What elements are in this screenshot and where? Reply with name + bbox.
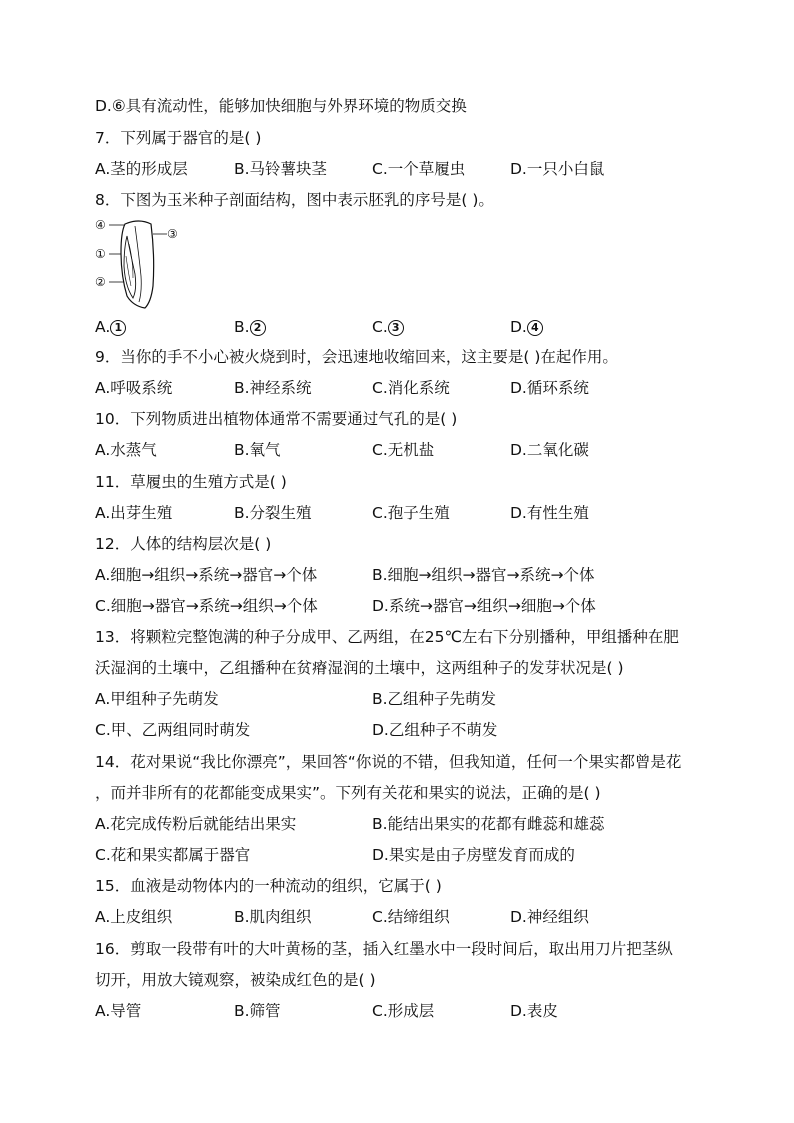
q7-option-b: B.马铃薯块茎: [234, 160, 328, 178]
q12-option-a: A.细胞→组织→系统→器官→个体: [95, 566, 318, 584]
q10-option-b: B.氧气: [234, 441, 281, 459]
q7-stem: 7．下列属于器官的是( ): [95, 129, 262, 147]
q15-option-c: C.结缔组织: [372, 908, 450, 926]
figure-label-3: ③: [167, 227, 178, 241]
q11-stem: 11．草履虫的生殖方式是( ): [95, 473, 287, 491]
corn-seed-figure: [95, 216, 195, 316]
q12-option-c: C.细胞→器官→系统→组织→个体: [95, 597, 318, 615]
q14-option-d: D.果实是由子房壁发育而成的: [372, 846, 575, 864]
q8-option-a: [95, 316, 126, 338]
q13-option-a: A.甲组种子先萌发: [95, 690, 219, 708]
q13-option-c: C.甲、乙两组同时萌发: [95, 721, 251, 739]
q8-option-d: [510, 316, 543, 338]
q8-option-b-letter: B.: [234, 318, 250, 336]
q8-option-c-letter: C.: [372, 318, 388, 336]
q11-option-a: A.出芽生殖: [95, 504, 173, 522]
q7-option-a: A.茎的形成层: [95, 160, 188, 178]
q10-option-a: A.水蒸气: [95, 441, 157, 459]
q10-stem: 10．下列物质进出植物体通常不需要通过气孔的是( ): [95, 410, 458, 428]
q14-option-c: C.花和果实都属于器官: [95, 846, 251, 864]
circled-3-icon: 3: [388, 320, 404, 336]
q13-option-d: D.乙组种子不萌发: [372, 721, 498, 739]
q16-stem-line1: 16．剪取一段带有叶的大叶黄杨的茎，插入红墨水中一段时间后，取出用刀片把茎纵: [95, 940, 673, 958]
q14-option-a: A.花完成传粉后就能结出果实: [95, 815, 297, 833]
circled-1-icon: 1: [110, 320, 126, 336]
q8-stem: 8．下图为玉米种子剖面结构，图中表示胚乳的序号是( )。: [95, 191, 494, 209]
q11-option-c: C.孢子生殖: [372, 504, 450, 522]
circled-4-icon: 4: [527, 320, 543, 336]
q16-stem-line2: 切开，用放大镜观察，被染成红色的是( ): [95, 971, 376, 989]
q13-stem-line2: 沃湿润的土壤中，乙组播种在贫瘠湿润的土壤中，这两组种子的发芽状况是( ): [95, 659, 624, 677]
q15-option-b: B.肌肉组织: [234, 908, 312, 926]
q10-option-d: D.二氧化碳: [510, 441, 589, 459]
circled-2-icon: 2: [250, 320, 266, 336]
q15-option-d: D.神经组织: [510, 908, 589, 926]
q10-option-c: C.无机盐: [372, 441, 435, 459]
q9-option-d: D.循环系统: [510, 379, 589, 397]
q7-option-d: D.一只小白鼠: [510, 160, 605, 178]
q9-option-b: B.神经系统: [234, 379, 312, 397]
q12-stem: 12．人体的结构层次是( ): [95, 535, 272, 553]
q8-option-d-letter: D.: [510, 318, 527, 336]
q12-option-b: B.细胞→组织→器官→系统→个体: [372, 566, 595, 584]
q7-option-c: C.一个草履虫: [372, 160, 466, 178]
q14-stem-line2: ，而并非所有的花都能变成果实”。下列有关花和果实的说法，正确的是( ): [95, 784, 601, 802]
q15-option-a: A.上皮组织: [95, 908, 173, 926]
q13-option-b: B.乙组种子先萌发: [372, 690, 497, 708]
q9-option-a: A.呼吸系统: [95, 379, 173, 397]
figure-label-1: ①: [95, 247, 106, 261]
q8-option-a-letter: A.: [95, 318, 111, 336]
figure-label-4: ④: [95, 218, 106, 232]
q8-option-c: [372, 316, 404, 338]
q11-option-d: D.有性生殖: [510, 504, 589, 522]
q14-option-b: B.能结出果实的花都有雌蕊和雄蕊: [372, 815, 605, 833]
q16-option-a: A.导管: [95, 1002, 142, 1020]
q13-stem-line1: 13．将颗粒完整饱满的种子分成甲、乙两组，在25℃左右下分别播种，甲组播种在肥: [95, 628, 679, 646]
q12-option-d: D.系统→器官→组织→细胞→个体: [372, 597, 596, 615]
q8-option-b: [234, 316, 266, 338]
figure-label-2: ②: [95, 275, 106, 289]
q9-option-c: C.消化系统: [372, 379, 450, 397]
q16-option-c: C.形成层: [372, 1002, 435, 1020]
q16-option-d: D.表皮: [510, 1002, 558, 1020]
q14-stem-line1: 14．花对果说“我比你漂亮”，果回答“你说的不错，但我知道，任何一个果实都曾是花: [95, 753, 682, 771]
q15-stem: 15．血液是动物体内的一种流动的组织，它属于( ): [95, 877, 442, 895]
q6-option-d: D.⑥具有流动性，能够加快细胞与外界环境的物质交换: [95, 97, 467, 115]
q16-option-b: B.筛管: [234, 1002, 281, 1020]
q11-option-b: B.分裂生殖: [234, 504, 312, 522]
q9-stem: 9．当你的手不小心被火烧到时，会迅速地收缩回来，这主要是( )在起作用。: [95, 348, 618, 366]
